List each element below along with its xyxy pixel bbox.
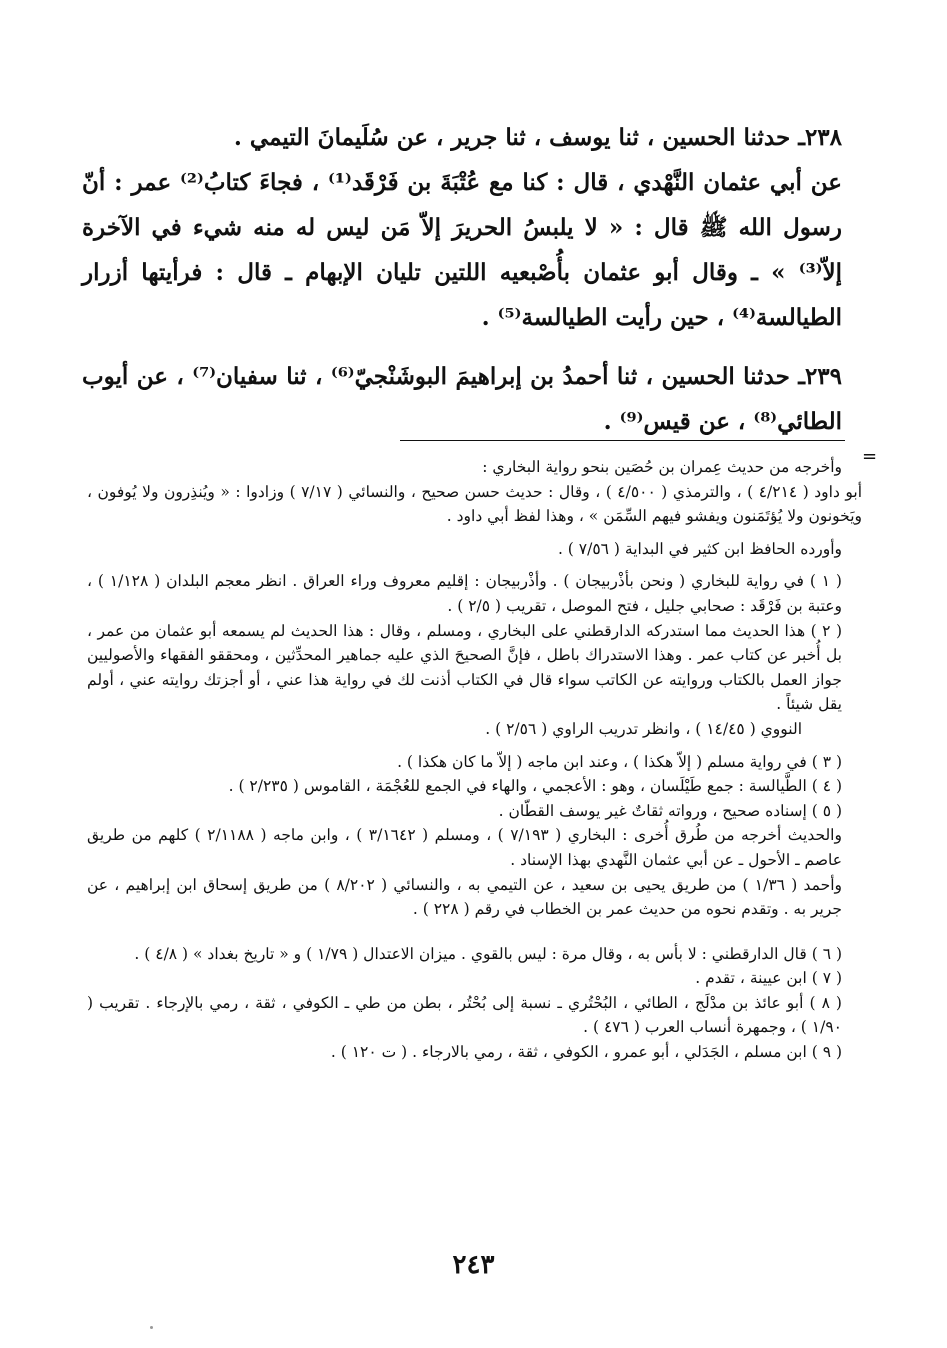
footnote-5: ( ٥ ) إسناده صحيح ، ورواته ثقاتٌ غير يوسف القطّان . [498, 801, 842, 820]
footnote-7: ( ٧ ) ابن عيينة ، تقدم . [695, 969, 842, 988]
continuation-mark: = [862, 446, 878, 467]
page-number: ٢٤٣ [452, 1250, 495, 1280]
footnote-2: ( ٢ ) هذا الحديث مما استدركه الدارقطني على البخاري ، ومسلم ، وقال : هذا الحديث لم يسمعه أبو عثمان من عمر ، بل أُخبر عن كتاب عمر . وهذا الاستدراك باطل ، فإنَّ الصحيحَ الذي عليه جماهير المحدِّثين ، ومحققو الفقهاء والأصوليين جواز العمل بالكتاب وروايته عن الكاتب سواء قال في الكتاب أذنت لك في رواية هذا عني ، أو أجزتك روايته عني ، أولم يقل شيئاً . [87, 621, 842, 714]
footnote-9: ( ٩ ) ابن مسلم ، الجَدَلي ، أبو عمرو ، الكوفي ، ثقة ، رمي بالارجاء . ( ت ١٢٠ ) . [330, 1043, 842, 1062]
footnote-5-other-routes: والحديث أخرجه من طُرق أُخرى : البخاري ( ٧/١٩٣ ) ، ومسلم ( ٣/١٦٤٢ ) ، وابن ماجه ( ٢/١١٨٨ ) كلهم من طريق عاصم ـ الأحول ـ عن أبي عثمان النَّهدي بهذا الإسناد . [87, 826, 842, 869]
footnote-2-source: النووي ( ١٤/٤٥ ) ، وانظر تدريب الراوي ( ٢/٥٦ ) . [485, 719, 802, 738]
scan-speck [150, 1326, 153, 1329]
main-text [82, 115, 862, 444]
footnotes [87, 455, 862, 1065]
footnote-divider [400, 440, 845, 441]
footnote-continuation-1: وأخرجه من حديث عِمران بن حُصَين بنحو رواية البخاري : [482, 458, 842, 476]
hadith-238-chain: ٢٣٨ـ حدثنا الحسين ، ثنا يوسف ، ثنا جرير ، عن سُلَيمانَ التيمي . [233, 124, 842, 151]
hadith-239: ٢٣٩ـ حدثنا الحسين ، ثنا أحمدُ بن إبراهيمَ البوشَنْجيّ⁽⁶⁾ ، ثنا سفيان⁽⁷⁾ ، عن أيوب الطائي⁽⁸⁾ ، عن قيس⁽⁹⁾ . [82, 363, 843, 435]
footnote-1: ( ١ ) في رواية للبخاري ( ونحن بأذْربيجان ) . وأذْربيجان : إقليم معروف وراء العراق . انظر معجم البلدان ( ١/١٢٨ ) ، وعتبة بن فَرْقَد : صحابي جليل ، فتح الموصل ، تقريب ( ٢/٥ ) . [87, 572, 842, 615]
footnote-3: ( ٣ ) في رواية مسلم ( إلاّ هكذا ) ، وعند ابن ماجه ( إلاّ ما كان هكذا ) . [397, 752, 842, 771]
hadith-238-text: عن أبي عثمان النَّهْدي ، قال : كنا مع عُتْبَةَ بن فَرْقَد⁽¹⁾ ، فجاءَ كتابُ⁽²⁾ عمر : أنّ رسول الله ﷺ قال : « لا يلبسُ الحريرَ إلاّ مَن ليس له منه شيء في الآخرة إلاّ⁽³⁾ » ـ وقال أبو عثمان بأُصْبعيه اللتين تليان الإبهام ـ قال : فرأيتها أزرار الطيالسة⁽⁴⁾ ، حين رأيت الطيالسة⁽⁵⁾ . [82, 169, 842, 331]
footnote-8: ( ٨ ) أبو عائذ بن مدْلَج ، الطائي ، البُحْتُري ـ نسبة إلى بُحْتُر ، بطن من طي ـ الكوفي ، ثقة ، رمي بالإرجاء . تقريب ( ١/٩٠ ) ، وجمهرة أنساب العرب ( ٤٧٦ ) . [87, 993, 842, 1037]
footnote-continuation-3: وأورده الحافظ ابن كثير في البداية ( ٧/٥٦ ) . [557, 539, 842, 558]
footnote-4: ( ٤ ) الطَّيالسة : جمع طَيْلَسان ، وهو : الأعجمي ، والهاء في الجمع للعُجْمَة ، القاموس ( ٢/٢٣٥ ) . [228, 777, 842, 796]
footnote-5-ahmad: وأحمد ( ١/٣٦ ) من طريق يحيى بن سعيد ، عن التيمي به ، والنسائي ( ٨/٢٠٢ ) من طريق إسحاق ابن إبراهيم ، عن جرير به . وتقدم نحوه من حديث عمر بن الخطاب في رقم ( ٢٢٨ ) . [87, 875, 842, 919]
footnote-6: ( ٦ ) قال الدارقطني : لا بأس به ، وقال مرة : ليس بالقوي . ميزان الاعتدال ( ١/٧٩ ) و « تاريخ بغداد » ( ٤/٨ ) . [134, 944, 842, 963]
footnote-continuation-2: أبو داود ( ٤/٢١٤ ) ، والترمذي ( ٤/٥٠٠ ) ، وقال : حديث حسن صحيح ، والنسائي ( ٧/١٧ ) وزادوا : « ويُنذِرون ولا يُوفون ، ويَخونون ولا يُؤتَمَنون ويفشو فيهم السِّمَن » ، وهذا لفظ أبي داود . [87, 482, 862, 526]
